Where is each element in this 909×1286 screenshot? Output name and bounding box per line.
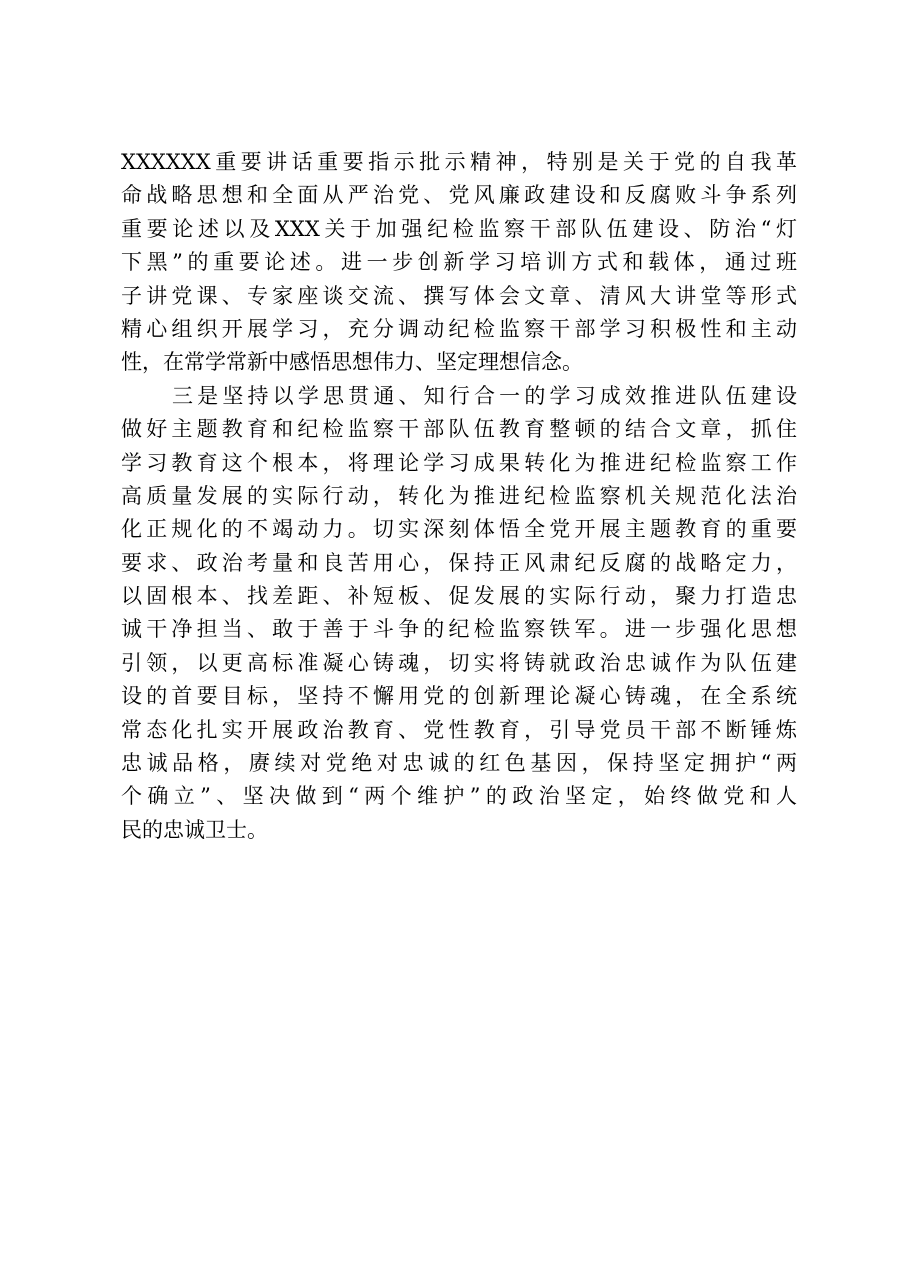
text-line: 学习教育这个根本，将理论学习成果转化为推进纪检监察工作 xyxy=(121,450,797,475)
text-line: 民的忠诚卫士。 xyxy=(121,817,268,842)
text-line: 子讲党课、专家座谈交流、撰写体会文章、清风大讲堂等形式 xyxy=(121,283,797,308)
text-line: XXXXXX重要讲话重要指示批示精神，特别是关于党的自我革 xyxy=(121,150,797,174)
text-line: 重要论述以及XXX关于加强纪检监察干部队伍建设、防治“灯 xyxy=(121,216,797,241)
text-line: 做好主题教育和纪检监察干部队伍教育整顿的结合文章，抓住 xyxy=(121,417,797,442)
text-line: 个确立”、坚决做到“两个维护”的政治坚定，始终做党和人 xyxy=(121,784,797,809)
text-line: 精心组织开展学习，充分调动纪检监察干部学习积极性和主动 xyxy=(121,316,797,341)
text-line: 命战略思想和全面从严治党、党风廉政建设和反腐败斗争系列 xyxy=(121,183,797,208)
text-line: 化正规化的不竭动力。切实深刻体悟全党开展主题教育的重要 xyxy=(121,517,797,542)
paragraph-2 xyxy=(121,380,797,847)
text-line: 诚干净担当、敢于善于斗争的纪检监察铁军。进一步强化思想 xyxy=(121,617,797,642)
paragraph-1 xyxy=(121,146,797,380)
text-line: 常态化扎实开展政治教育、党性教育，引导党员干部不断锤炼 xyxy=(121,717,797,742)
text-line: 性，在常学常新中感悟思想伟力、坚定理想信念。 xyxy=(121,350,583,375)
text-line: 以固根本、找差距、补短板、促发展的实际行动，聚力打造忠 xyxy=(121,584,797,609)
text-line: 三是坚持以学思贯通、知行合一的学习成效推进队伍建设 xyxy=(172,383,797,408)
text-line: 下黑”的重要论述。进一步创新学习培训方式和载体，通过班 xyxy=(121,250,797,275)
text-line: 引领，以更高标准凝心铸魂，切实将铸就政治忠诚作为队伍建 xyxy=(121,650,797,675)
text-line: 设的首要目标，坚持不懈用党的创新理论凝心铸魂，在全系统 xyxy=(121,684,797,709)
text-line: 忠诚品格，赓续对党绝对忠诚的红色基因，保持坚定拥护“两 xyxy=(121,751,797,776)
document-body xyxy=(121,146,797,847)
text-line: 要求、政治考量和良苦用心，保持正风肃纪反腐的战略定力， xyxy=(121,550,797,575)
text-line: 高质量发展的实际行动，转化为推进纪检监察机关规范化法治 xyxy=(121,483,797,508)
